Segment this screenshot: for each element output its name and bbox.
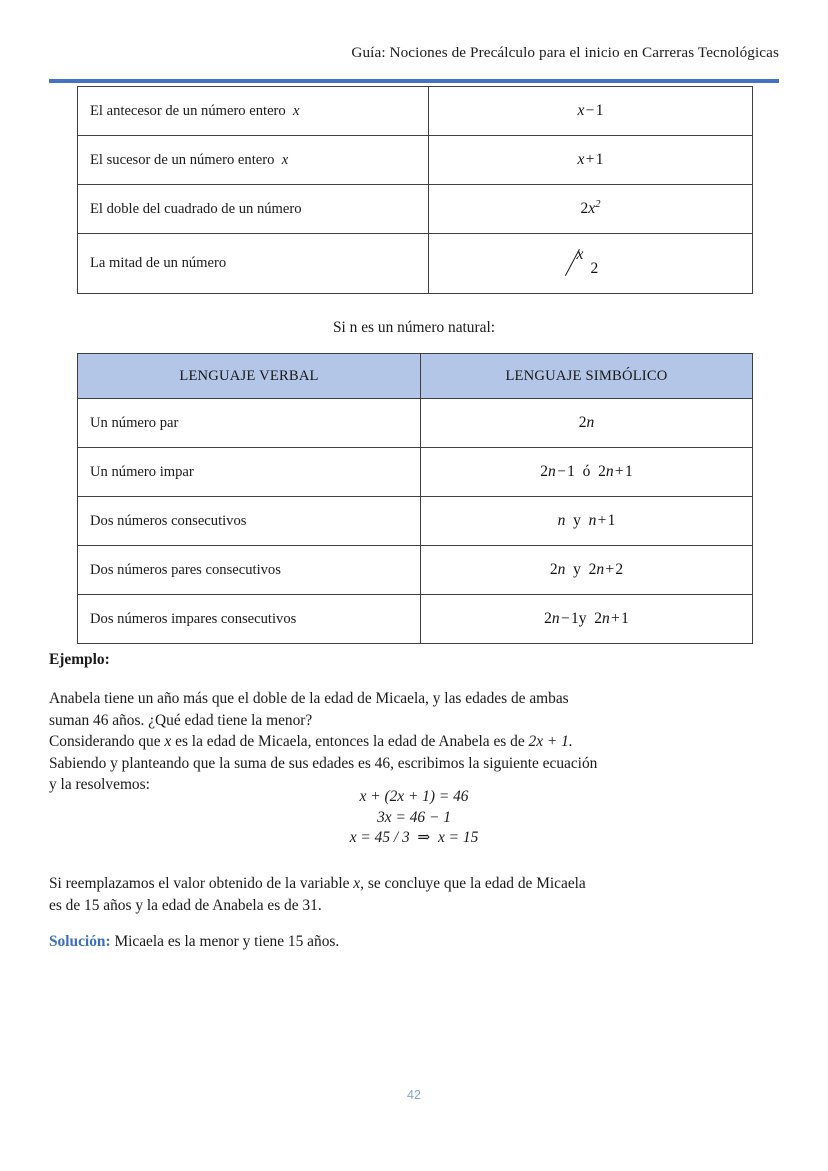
symbolic-cell: 2n xyxy=(421,399,753,448)
table-row xyxy=(78,87,753,136)
equation-line: x + (2x + 1) = 46 xyxy=(359,788,469,805)
verbal-cell: Un número impar xyxy=(78,448,421,497)
conclusion-line-1b: , se concluye que la edad de Micaela xyxy=(360,875,586,892)
symbolic-cell: 2n − 1y 2n + 1 xyxy=(421,595,753,644)
fraction-numerator: x xyxy=(576,245,584,263)
verbal-text: El doble del cuadrado de un número xyxy=(90,200,302,217)
problem-line-2: suman 46 años. ¿Qué edad tiene la menor? xyxy=(49,711,313,729)
verbal-cell xyxy=(78,136,429,185)
table-row xyxy=(78,595,753,644)
natural-numbers-table xyxy=(77,353,753,644)
symbolic-cell: 2n − 1 ó 2n + 1 xyxy=(421,448,753,497)
verbal-cell xyxy=(78,87,429,136)
symbolic-cell: x + 1 xyxy=(429,136,753,185)
symbolic-cell xyxy=(429,234,753,294)
table-row xyxy=(78,399,753,448)
verbal-cell xyxy=(78,234,429,294)
exponent: 2 xyxy=(595,199,601,211)
symbolic-expression: x xyxy=(588,200,596,218)
fraction-denominator: 2 xyxy=(590,259,599,277)
equation-line: 3x = 46 − 1 xyxy=(377,808,451,826)
problem-line-3b: es la edad de Micaela, entonces la edad de Anabela es de xyxy=(175,733,525,750)
conclusion-variable: x xyxy=(353,875,361,892)
problem-variable: x xyxy=(164,733,172,750)
symbolic-expression: n xyxy=(557,512,566,529)
symbolic-cell: 2n y 2n + 2 xyxy=(421,546,753,595)
conclusion-line-2: es de 15 años y la edad de Anabela es de 31. xyxy=(49,896,322,914)
symbolic-expression xyxy=(576,247,606,281)
symbolic-expression: n xyxy=(551,610,560,627)
solution-label: Solución: xyxy=(49,933,111,950)
table-row xyxy=(78,234,753,294)
symbolic-expression: n xyxy=(586,414,595,431)
table-row xyxy=(78,448,753,497)
problem-line-4: Sabiendo y planteando que la suma de sus edades es 46, escribimos la siguiente ecuación xyxy=(49,754,598,772)
verbal-cell: Un número par xyxy=(78,399,421,448)
verbal-text: El sucesor de un número entero xyxy=(90,151,275,168)
table-row xyxy=(78,136,753,185)
running-header: Guía: Nociones de Precálculo para el inicio en Carreras Tecnológicas xyxy=(351,44,779,61)
table-row xyxy=(78,185,753,234)
expressions-table xyxy=(77,86,753,294)
page-number: 42 xyxy=(407,1088,421,1102)
problem-expression: 2x + 1. xyxy=(528,733,573,750)
problem-paragraph xyxy=(49,688,780,796)
column-header-verbal: LENGUAJE VERBAL xyxy=(78,354,421,399)
problem-line-1: Anabela tiene un año más que el doble de la edad de Micaela, y las edades de ambas xyxy=(49,690,569,707)
column-header-symbolic: LENGUAJE SIMBÓLICO xyxy=(421,354,753,399)
conclusion-line-1a: Si reemplazamos el valor obtenido de la variable xyxy=(49,875,350,892)
verbal-cell: Dos números consecutivos xyxy=(78,497,421,546)
equation-block xyxy=(0,787,828,849)
table-row xyxy=(78,497,753,546)
symbolic-expression: x xyxy=(577,151,585,168)
example-heading: Ejemplo: xyxy=(49,651,110,668)
header-rule xyxy=(49,79,779,83)
verbal-variable: x xyxy=(281,151,289,168)
problem-line-5: y la resolvemos: xyxy=(49,776,150,793)
verbal-text: La mitad de un número xyxy=(90,255,227,271)
symbolic-cell: x − 1 xyxy=(429,87,753,136)
symbolic-expression: n xyxy=(548,463,556,480)
table-row xyxy=(78,546,753,595)
symbolic-expression: n xyxy=(557,561,566,578)
solution-text: Micaela es la menor y tiene 15 años. xyxy=(114,933,340,950)
equation-line: x = 45 / 3 ⇒ x = 15 xyxy=(349,829,479,846)
table-header-row xyxy=(78,354,753,399)
verbal-text: El antecesor de un número entero xyxy=(90,102,286,119)
natural-number-caption: Si n es un número natural: xyxy=(333,319,495,336)
symbolic-expression: x xyxy=(577,102,585,119)
verbal-cell: Dos números pares consecutivos xyxy=(78,546,421,595)
verbal-cell: Dos números impares consecutivos xyxy=(78,595,421,644)
symbolic-cell: $2x^2$ xyxy=(429,185,753,234)
verbal-cell xyxy=(78,185,429,234)
verbal-variable: x xyxy=(293,102,300,119)
symbolic-cell: n y n + 1 xyxy=(421,497,753,546)
conclusion-paragraph xyxy=(49,873,780,916)
solution-line xyxy=(49,931,780,953)
problem-line-3a: Considerando que xyxy=(49,733,161,750)
